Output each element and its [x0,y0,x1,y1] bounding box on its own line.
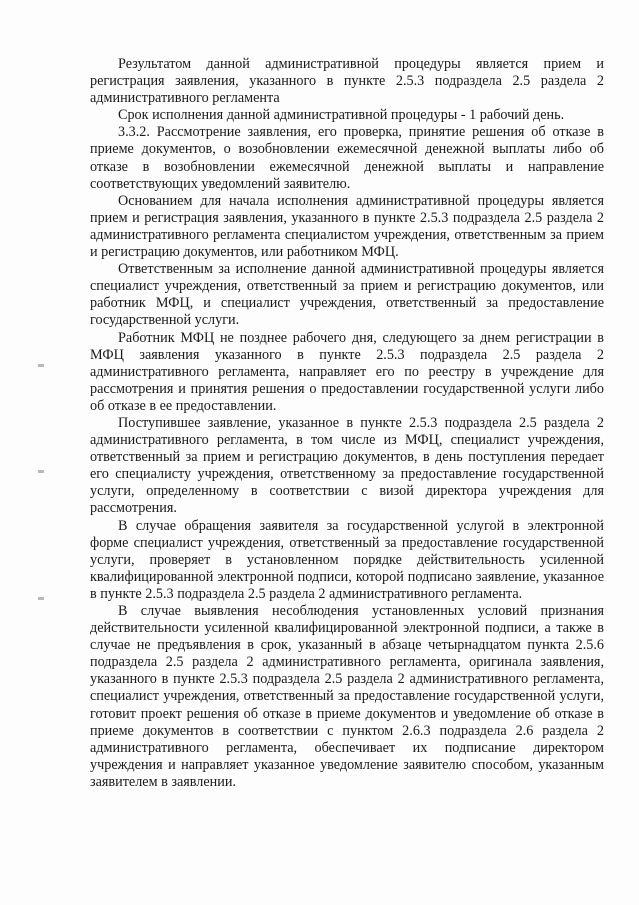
scan-margin-mark [38,364,44,367]
scan-margin-mark [38,470,44,473]
paragraph: Поступившее заявление, указанное в пункте 2.5.3 подраздела 2.5 раздела 2 административного регламента, в том числе из МФЦ, специалист учреждения, ответственный за прием и регистрацию документов, в день поступления передает его специалисту учреждения, ответственному за предоставление государственной услуги, определенному в соответствии с визой директора учреждения для рассмотрения. [90,414,604,517]
paragraph: В случае выявления несоблюдения установленных условий признания действительности усиленной квалифицированной электронной подписи, а также в случае не предъявления в срок, указанный в абзаце четырнадцатом пункта 2.5.6 подраздела 2.5 раздела 2 административного регламента, оригинала заявления, указанного в пункте 2.5.3 подраздела 2.5 раздела 2 административного регламента, специалист учреждения, ответственный за предоставление государственной услуги, готовит проект решения об отказе в приеме документов и уведомление об отказе в приеме документов в соответствии с пунктом 2.6.3 подраздела 2.6 раздела 2 административного регламента, обеспечивает их подписание директором учреждения и направляет указанное уведомление заявителю способом, указанным заявителем в заявлении. [90,603,604,790]
paragraph: Основанием для начала исполнения административной процедуры является прием и регистрация заявления, указанного в пункте 2.5.3 подраздела 2.5 раздела 2 административного регламента специалистом учреждения, ответственным за прием и регистрацию документов, или работником МФЦ. [90,192,604,261]
scan-margin-mark [38,597,44,600]
paragraph: В случае обращения заявителя за государственной услугой в электронной форме специалист учреждения, ответственный за предоставление государственной услуги, проверяет в установленном порядке действительность усиленной квалифицированной электронной подписи, которой подписано заявление, указанное в пункте 2.5.3 подраздела 2.5 раздела 2 административного регламента. [90,517,604,602]
paragraph: 3.3.2. Рассмотрение заявления, его проверка, принятие решения об отказе в приеме документов, о возобновлении ежемесячной денежной выплаты либо об отказе в возобновлении ежемесячной денежной выплаты и направление соответствующих уведомлений заявителю. [90,124,604,192]
paragraph: Результатом данной административной процедуры является прием и регистрация заявления, указанного в пункте 2.5.3 подраздела 2.5 раздела 2 административного регламента [90,56,604,107]
paragraph: Срок исполнения данной административной процедуры - 1 рабочий день. [118,107,565,124]
document-body [90,56,604,791]
paragraph: Ответственным за исполнение данной административной процедуры является специалист учреждения, ответственный за прием и регистрацию документов, или работник МФЦ, и специалист учреждения, ответственный за предоставление государственной услуги. [90,261,604,329]
paragraph: Работник МФЦ не позднее рабочего дня, следующего за днем регистрации в МФЦ заявления указанного в пункте 2.5.3 подраздела 2.5 раздела 2 административного регламента, направляет его по реестру в учреждение для рассмотрения и принятия решения о предоставлении государственной услуги либо об отказе в ее предоставлении. [90,329,604,414]
